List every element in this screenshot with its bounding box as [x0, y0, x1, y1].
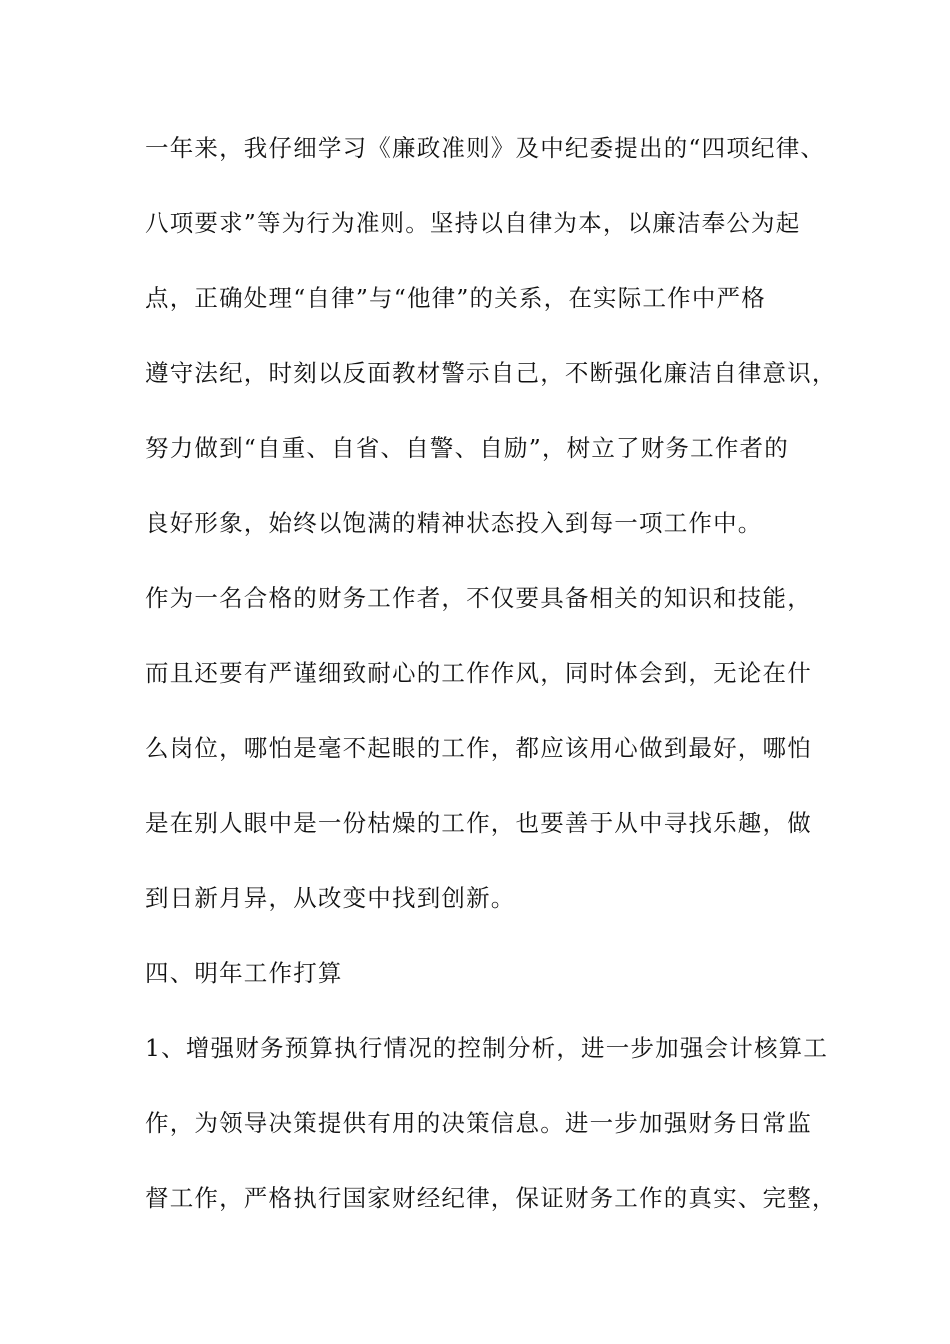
- text-line: 作为一名合格的财务工作者，不仅要具备相关的知识和技能，: [145, 584, 812, 612]
- text-line: 是在别人眼中是一份枯燥的工作，也要善于从中寻找乐趣，做: [145, 809, 812, 837]
- text-line: 么岗位，哪怕是毫不起眼的工作，都应该用心做到最好，哪怕: [145, 734, 812, 762]
- text-line: 作，为领导决策提供有用的决策信息。进一步加强财务日常监: [145, 1109, 812, 1137]
- text-line: 点，正确处理“自律”与“他律”的关系，在实际工作中严格: [145, 284, 766, 312]
- section-heading: 四、明年工作打算: [145, 959, 343, 987]
- text-line: 督工作，严格执行国家财经纪律，保证财务工作的真实、完整，: [145, 1184, 837, 1212]
- text-line: 八项要求”等为行为准则。坚持以自律为本，以廉洁奉公为起: [145, 209, 801, 237]
- text-line: 遵守法纪，时刻以反面教材警示自己，不断强化廉洁自律意识，: [145, 359, 837, 387]
- text-line: 而且还要有严谨细致耐心的工作作风，同时体会到，无论在什: [145, 659, 812, 687]
- text-line: 良好形象，始终以饱满的精神状态投入到每一项工作中。: [145, 509, 763, 537]
- text-line: 一年来，我仔细学习《廉政准则》及中纪委提出的“四项纪律、: [145, 134, 826, 162]
- text-line: 到日新月异，从改变中找到创新。: [145, 884, 516, 912]
- text-line: 1、增强财务预算执行情况的控制分析，进一步加强会计核算工: [145, 1034, 829, 1062]
- text-line: 努力做到“自重、自省、自警、自励”，树立了财务工作者的: [145, 434, 789, 462]
